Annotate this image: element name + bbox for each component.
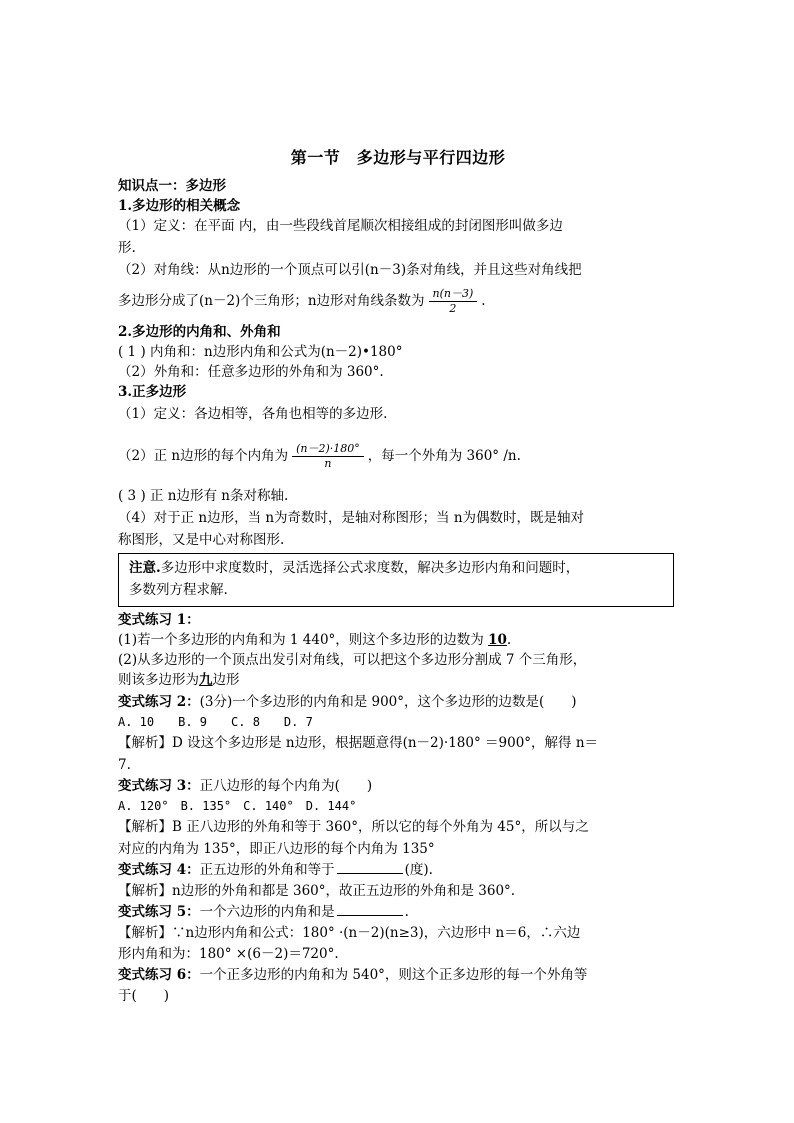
ex6-question-1: 一个正多边形的内角和为 540°，则这个正多边形的每一个外角等	[199, 967, 588, 983]
exercise-3	[118, 776, 678, 796]
s1-line-4: 多边形分成了(n－2)个三角形；n边形对角线条数为 $\frac{n(n-3)}{2}$ .	[118, 287, 486, 315]
exercise-6	[118, 965, 678, 985]
note-box	[118, 553, 674, 607]
exercise-6-heading: 变式练习 6：	[118, 967, 200, 983]
exercise-4	[118, 860, 678, 880]
ex1-text-b: .	[506, 632, 512, 648]
ex5-question-b: .	[404, 904, 409, 920]
s2-line-2: （2）外角和：任意多边形的外角和为 360°.	[118, 364, 384, 380]
s3-line-5: 称图形，又是中心对称图形.	[118, 532, 285, 548]
ex1-line-1	[118, 630, 678, 650]
ex3-solution-1: 【解析】B 正八边形的外角和等于 360°，所以它的每个外角为 45°，所以与之	[118, 819, 589, 835]
ex5-question-a: 一个六边形的内角和是	[199, 904, 335, 920]
fraction-numerator: (n－2)·180°	[292, 442, 364, 457]
ex5-solution-1: 【解析】∵n边形内角和公式：180° ·(n－2)(n≥3)，六边形中 n＝6，∴六边	[118, 925, 581, 941]
diagonal-count-fraction	[429, 287, 478, 316]
ex2-options: A. 10 B. 9 C. 8 D. 7	[118, 715, 313, 729]
ex4-question-b: (度).	[404, 862, 433, 878]
section-1-heading: 1.多边形的相关概念	[118, 198, 241, 214]
exercise-3-heading: 变式练习 3：	[118, 778, 200, 794]
s1-line-2: 形.	[118, 240, 136, 256]
ex2-question: (3分)一个多边形的内角和是 900°，这个多边形的边数是( )	[199, 694, 577, 710]
s2-line-1: ( 1 ) 内角和：n边形内角和公式为(n－2)•180°	[118, 344, 403, 360]
s1-line-1: （1）定义：在平面 内，由一些段线首尾顺次相接组成的封闭图形叫做多边	[118, 218, 563, 234]
s3-line-3: ( 3 ) 正 n边形有 n条对称轴.	[118, 488, 289, 504]
ex3-question: 正八边形的每个内角为( )	[199, 778, 373, 794]
answer-blank[interactable]	[337, 903, 403, 916]
note-text-1: 多边形中求度数时，灵活选择公式求度数，解决多边形内角和问题时，	[160, 560, 580, 576]
ex4-question-a: 正五边形的外角和等于	[199, 862, 335, 878]
ex1-line-3	[118, 670, 678, 690]
fraction-denominator: n	[324, 457, 332, 470]
note-line-2: 多数列方程求解.	[129, 582, 228, 598]
ex1-answer-1: 10	[488, 632, 507, 648]
interior-angle-fraction	[292, 442, 364, 471]
exercise-5	[118, 902, 678, 922]
ex3-options: A. 120° B. 135° C. 140° D. 144°	[118, 799, 357, 813]
s3-line-2-text-b: ，每一个外角为 360° /n.	[367, 448, 521, 464]
ex5-solution-2: 形内角和为：180° ×(6－2)＝720°.	[118, 946, 339, 962]
ex2-solution-1: 【解析】D 设这个多边形是 n边形，根据题意得(n－2)·180° ＝900°，解得 n＝	[118, 735, 599, 751]
exercise-4-heading: 变式练习 4：	[118, 862, 200, 878]
s3-line-1: （1）定义：各边相等，各角也相等的多边形.	[118, 406, 388, 422]
exercise-1-heading: 变式练习 1：	[118, 612, 200, 628]
exercise-5-heading: 变式练习 5：	[118, 904, 200, 920]
ex3-solution-2: 对应的内角为 135°，即正八边形的每个内角为 135°	[118, 841, 435, 857]
fraction-denominator: 2	[449, 302, 457, 315]
ex1-answer-2: 九	[199, 672, 213, 688]
page-title: 第一节 多边形与平行四边形	[290, 148, 506, 167]
note-label: 注意.	[129, 560, 161, 576]
ex1-line-2: (2)从多边形的一个顶点出发引对角线，可以把这个多边形分割成 7 个三角形，	[118, 652, 587, 668]
ex1-text-c: 则该多边形为	[118, 672, 199, 688]
s3-line-2	[118, 438, 678, 474]
s1-line-4-text: 多边形分成了(n－2)个三角形；n边形对角线条数为	[118, 293, 425, 309]
s3-line-2-text-a: （2）正 n边形的每个内角为	[118, 448, 289, 464]
s1-line-3: （2）对角线：从n边形的一个顶点可以引(n－3)条对角线，并且这些对角线把	[118, 262, 582, 278]
section-3-heading: 3.正多边形	[118, 384, 187, 400]
ex4-solution: 【解析】n边形的外角和都是 360°，故正五边形的外角和是 360°.	[118, 883, 516, 899]
ex2-solution-2: 7.	[118, 757, 131, 773]
s3-line-4: （4）对于正 n边形，当 n为奇数时，是轴对称图形；当 n为偶数时，既是轴对	[118, 510, 585, 526]
ex1-text-a: (1)若一个多边形的内角和为 1 440°，则这个多边形的边数为	[118, 632, 489, 648]
ex1-text-d: 边形	[212, 672, 240, 688]
knowledge-point-heading: 知识点一：多边形	[118, 178, 226, 194]
note-line-1	[129, 558, 669, 578]
fraction-numerator: n(n－3)	[429, 287, 478, 302]
exercise-2	[118, 692, 678, 712]
answer-blank[interactable]	[337, 861, 403, 874]
ex6-question-2: 于( )	[118, 988, 170, 1004]
section-2-heading: 2.多边形的内角和、外角和	[118, 324, 281, 340]
exercise-2-heading: 变式练习 2：	[118, 694, 200, 710]
